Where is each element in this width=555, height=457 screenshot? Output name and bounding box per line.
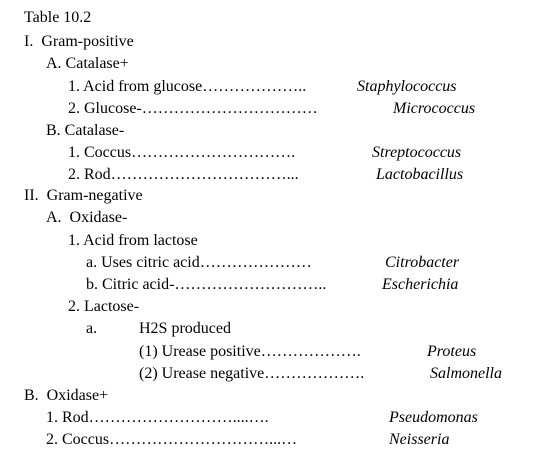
key-line-h2s-produced: H2S produced bbox=[139, 320, 231, 337]
key-line-uses-citric-acid: a. Uses citric acid………………… bbox=[86, 254, 312, 271]
key-line-urease-positive: (1) Urease positive………………. bbox=[139, 343, 361, 360]
key-line-rod: 2. Rod……………………………... bbox=[68, 166, 299, 183]
group-gram-positive: I. Gram-positive bbox=[24, 33, 134, 50]
organism-micrococcus: Micrococcus bbox=[393, 100, 476, 117]
key-line-acid-from-lactose: 1. Acid from lactose bbox=[68, 232, 198, 249]
organism-escherichia: Escherichia bbox=[382, 276, 459, 293]
organism-neisseria: Neisseria bbox=[389, 431, 450, 448]
table-title: Table 10.2 bbox=[24, 9, 92, 26]
key-line-coccus-oxidase-positive: 2. Coccus…………………………...… bbox=[46, 431, 298, 448]
key-line-marker-a: a. bbox=[86, 320, 98, 337]
key-line-glucose-negative: 2. Glucose-…………………………… bbox=[68, 100, 318, 117]
key-line-lactose-negative: 2. Lactose- bbox=[68, 298, 140, 315]
key-line-urease-negative: (2) Urease negative………………. bbox=[139, 365, 365, 382]
key-line-acid-from-glucose: 1. Acid from glucose……………….. bbox=[68, 78, 311, 95]
subgroup-catalase-positive: A. Catalase+ bbox=[46, 55, 129, 72]
subgroup-catalase-negative: B. Catalase- bbox=[46, 122, 125, 139]
organism-proteus: Proteus bbox=[427, 343, 477, 360]
subgroup-oxidase-positive: B. Oxidase+ bbox=[24, 387, 109, 404]
organism-salmonella: Salmonella bbox=[430, 365, 502, 382]
organism-citrobacter: Citrobacter bbox=[385, 254, 460, 271]
subgroup-oxidase-negative: A. Oxidase- bbox=[46, 209, 128, 226]
group-gram-negative: II. Gram-negative bbox=[24, 187, 143, 204]
organism-pseudomonas: Pseudomonas bbox=[389, 409, 478, 426]
key-line-rod-oxidase-positive: 1. Rod………………………....…. bbox=[46, 409, 269, 426]
key-line-citric-acid-negative: b. Citric acid-……………………….. bbox=[86, 276, 327, 293]
organism-staphylococcus: Staphylococcus bbox=[357, 78, 457, 95]
key-line-coccus: 1. Coccus…………………………. bbox=[68, 144, 296, 161]
organism-streptococcus: Streptococcus bbox=[372, 144, 462, 161]
organism-lactobacillus: Lactobacillus bbox=[376, 166, 464, 183]
